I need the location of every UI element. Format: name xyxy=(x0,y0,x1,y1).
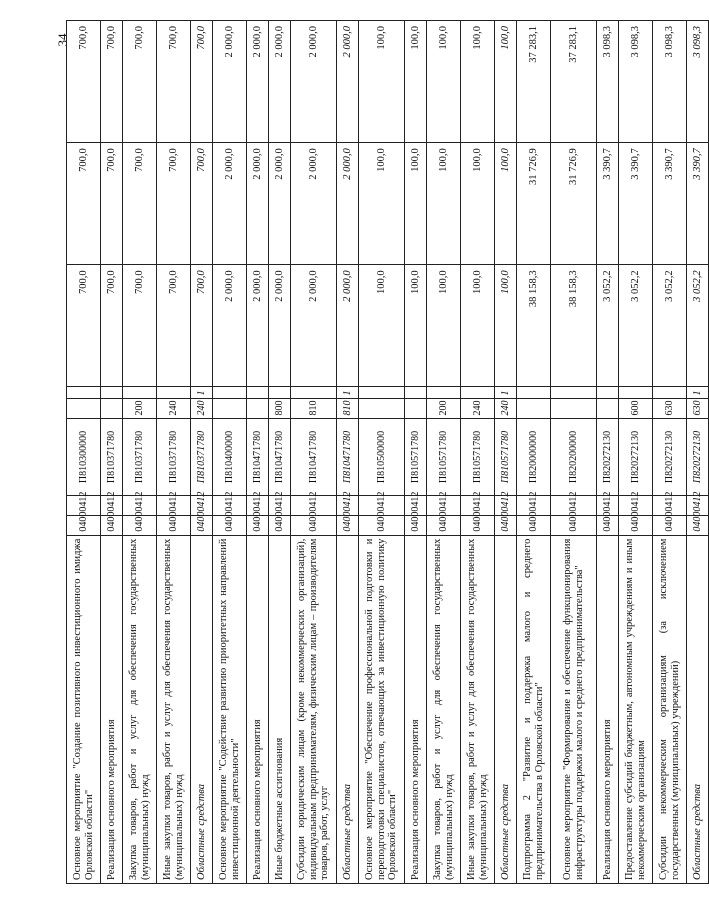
row-name-cell: Областные средства xyxy=(191,535,213,883)
row-name-cell: Иные закупки товаров, работ и услуг для обеспечения государственных (муниципальных) нужд xyxy=(461,535,495,883)
table-row xyxy=(213,21,247,884)
row-name-cell: Субсидии юридическим лицам (кроме некоммерческих организаций), индивидуальным предпринимателям, физическим лицам – производителям товаров, работ, услуг xyxy=(291,535,337,883)
row-vr-cell: 630 xyxy=(653,399,687,419)
row-value-3-cell: 100,0 xyxy=(427,21,461,143)
row-value-3-cell: 3 098,3 xyxy=(653,21,687,143)
row-value-1-cell: 2 000,0 xyxy=(213,265,247,387)
row-rz-cell: 0412 xyxy=(123,495,157,515)
row-value-2-cell: 700,0 xyxy=(157,143,191,265)
row-value-2-cell: 2 000,0 xyxy=(291,143,337,265)
row-value-2-cell: 2 000,0 xyxy=(213,143,247,265)
rotated-table-container xyxy=(66,20,703,884)
row-value-2-cell: 100,0 xyxy=(359,143,405,265)
row-csr-cell: П810571780 xyxy=(427,419,461,495)
row-kosgu-cell: 1 xyxy=(495,387,517,399)
row-name-cell: Областные средства xyxy=(337,535,359,883)
row-value-1-cell: 100,0 xyxy=(461,265,495,387)
row-g-cell: 0400 xyxy=(191,515,213,535)
row-vr-cell xyxy=(597,399,619,419)
row-g-cell: 0400 xyxy=(495,515,517,535)
row-vr-cell: 240 xyxy=(157,399,191,419)
row-g-cell: 0400 xyxy=(551,515,597,535)
row-g-cell: 0400 xyxy=(653,515,687,535)
row-csr-cell: П820272130 xyxy=(687,419,709,495)
row-vr-cell xyxy=(359,399,405,419)
row-kosgu-cell: 1 xyxy=(337,387,359,399)
row-kosgu-cell xyxy=(597,387,619,399)
row-name-cell: Подпрограмма 2 "Развитие и поддержка малого и среднего предпринимательства в Орловской области" xyxy=(517,535,551,883)
row-name-cell: Областные средства xyxy=(495,535,517,883)
row-value-1-cell: 3 052,2 xyxy=(597,265,619,387)
row-rz-cell: 0412 xyxy=(157,495,191,515)
row-kosgu-cell xyxy=(291,387,337,399)
row-value-3-cell: 37 283,1 xyxy=(551,21,597,143)
row-value-3-cell: 100,0 xyxy=(495,21,517,143)
row-value-3-cell: 3 098,3 xyxy=(619,21,653,143)
row-csr-cell: П810300000 xyxy=(67,419,101,495)
row-g-cell: 0400 xyxy=(269,515,291,535)
row-kosgu-cell xyxy=(427,387,461,399)
row-value-3-cell: 700,0 xyxy=(157,21,191,143)
table-row xyxy=(123,21,157,884)
row-value-3-cell: 2 000,0 xyxy=(269,21,291,143)
table-row xyxy=(517,21,551,884)
row-name-cell: Основное мероприятие "Формирование и обеспечение функционирования инфраструктуры поддержки малого и среднего предпринимательства" xyxy=(551,535,597,883)
table-row xyxy=(551,21,597,884)
row-value-1-cell: 2 000,0 xyxy=(269,265,291,387)
row-kosgu-cell: 1 xyxy=(191,387,213,399)
row-rz-cell: 0412 xyxy=(495,495,517,515)
row-value-2-cell: 100,0 xyxy=(461,143,495,265)
row-kosgu-cell xyxy=(213,387,247,399)
row-value-1-cell: 3 052,2 xyxy=(619,265,653,387)
row-name-cell: Реализация основного мероприятия xyxy=(247,535,269,883)
row-csr-cell: П810371780 xyxy=(157,419,191,495)
row-value-1-cell: 700,0 xyxy=(157,265,191,387)
row-value-3-cell: 2 000,0 xyxy=(213,21,247,143)
table-row xyxy=(495,21,517,884)
row-value-1-cell: 100,0 xyxy=(427,265,461,387)
row-kosgu-cell: 1 xyxy=(687,387,709,399)
table-row xyxy=(653,21,687,884)
row-name-cell: Иные бюджетные ассигнования xyxy=(269,535,291,883)
row-rz-cell: 0412 xyxy=(653,495,687,515)
table-row xyxy=(191,21,213,884)
row-csr-cell: П820272130 xyxy=(619,419,653,495)
table-body xyxy=(67,21,709,884)
row-value-1-cell: 700,0 xyxy=(67,265,101,387)
row-vr-cell: 810 xyxy=(337,399,359,419)
row-csr-cell: П810471780 xyxy=(337,419,359,495)
row-kosgu-cell xyxy=(101,387,123,399)
budget-table xyxy=(66,20,709,884)
row-vr-cell: 240 xyxy=(191,399,213,419)
row-g-cell: 0400 xyxy=(157,515,191,535)
row-name-cell: Областные средства xyxy=(687,535,709,883)
row-rz-cell: 0412 xyxy=(247,495,269,515)
row-vr-cell: 800 xyxy=(269,399,291,419)
row-rz-cell: 0412 xyxy=(551,495,597,515)
row-value-1-cell: 3 052,2 xyxy=(687,265,709,387)
row-kosgu-cell xyxy=(247,387,269,399)
table-row xyxy=(597,21,619,884)
row-vr-cell xyxy=(517,399,551,419)
row-g-cell: 0400 xyxy=(517,515,551,535)
row-value-3-cell: 100,0 xyxy=(405,21,427,143)
row-csr-cell: П810371780 xyxy=(123,419,157,495)
table-row xyxy=(269,21,291,884)
row-rz-cell: 0412 xyxy=(687,495,709,515)
row-vr-cell xyxy=(67,399,101,419)
row-csr-cell: П810571780 xyxy=(405,419,427,495)
row-vr-cell: 200 xyxy=(427,399,461,419)
row-value-2-cell: 3 390,7 xyxy=(653,143,687,265)
row-csr-cell: П820000000 xyxy=(517,419,551,495)
row-kosgu-cell xyxy=(551,387,597,399)
row-value-3-cell: 2 000,0 xyxy=(291,21,337,143)
row-value-2-cell: 700,0 xyxy=(123,143,157,265)
row-g-cell: 0400 xyxy=(359,515,405,535)
row-name-cell: Основное мероприятие "Содействие развитию приоритетных направлений инвестиционной деятельности" xyxy=(213,535,247,883)
row-g-cell: 0400 xyxy=(461,515,495,535)
row-value-3-cell: 100,0 xyxy=(359,21,405,143)
row-csr-cell: П820272130 xyxy=(597,419,619,495)
row-rz-cell: 0412 xyxy=(191,495,213,515)
row-value-3-cell: 3 098,3 xyxy=(687,21,709,143)
row-csr-cell: П810371780 xyxy=(101,419,123,495)
row-vr-cell xyxy=(405,399,427,419)
row-g-cell: 0400 xyxy=(337,515,359,535)
row-value-2-cell: 100,0 xyxy=(427,143,461,265)
row-g-cell: 0400 xyxy=(123,515,157,535)
row-value-2-cell: 100,0 xyxy=(495,143,517,265)
row-csr-cell: П810400000 xyxy=(213,419,247,495)
row-rz-cell: 0412 xyxy=(597,495,619,515)
row-g-cell: 0400 xyxy=(597,515,619,535)
row-rz-cell: 0412 xyxy=(359,495,405,515)
row-name-cell: Иные закупки товаров, работ и услуг для обеспечения государственных (муниципальных) нужд xyxy=(157,535,191,883)
row-vr-cell: 600 xyxy=(619,399,653,419)
row-kosgu-cell xyxy=(359,387,405,399)
row-rz-cell: 0412 xyxy=(461,495,495,515)
row-vr-cell: 630 xyxy=(687,399,709,419)
row-kosgu-cell xyxy=(653,387,687,399)
row-value-3-cell: 700,0 xyxy=(101,21,123,143)
table-row xyxy=(687,21,709,884)
row-vr-cell xyxy=(247,399,269,419)
row-rz-cell: 0412 xyxy=(619,495,653,515)
row-csr-cell: П810471780 xyxy=(291,419,337,495)
row-name-cell: Основное мероприятие "Создание позитивного инвестиционного имиджа Орловской области" xyxy=(67,535,101,883)
row-csr-cell: П810371780 xyxy=(191,419,213,495)
table-row xyxy=(427,21,461,884)
row-rz-cell: 0412 xyxy=(101,495,123,515)
row-rz-cell: 0412 xyxy=(67,495,101,515)
row-csr-cell: П820200000 xyxy=(551,419,597,495)
row-kosgu-cell xyxy=(269,387,291,399)
row-kosgu-cell xyxy=(67,387,101,399)
row-g-cell: 0400 xyxy=(67,515,101,535)
row-value-3-cell: 2 000,0 xyxy=(247,21,269,143)
row-value-1-cell: 2 000,0 xyxy=(247,265,269,387)
row-value-3-cell: 700,0 xyxy=(67,21,101,143)
row-value-2-cell: 31 726,9 xyxy=(517,143,551,265)
table-row xyxy=(67,21,101,884)
row-g-cell: 0400 xyxy=(687,515,709,535)
row-value-1-cell: 700,0 xyxy=(101,265,123,387)
row-csr-cell: П810471780 xyxy=(269,419,291,495)
row-vr-cell: 240 xyxy=(461,399,495,419)
row-value-1-cell: 700,0 xyxy=(191,265,213,387)
row-rz-cell: 0412 xyxy=(405,495,427,515)
row-g-cell: 0400 xyxy=(427,515,461,535)
row-value-2-cell: 100,0 xyxy=(405,143,427,265)
row-name-cell: Предоставление субсидий бюджетным, автономным учреждениям и иным некоммерческим организациям xyxy=(619,535,653,883)
row-kosgu-cell xyxy=(619,387,653,399)
row-value-2-cell: 3 390,7 xyxy=(619,143,653,265)
row-csr-cell: П810471780 xyxy=(247,419,269,495)
row-kosgu-cell xyxy=(405,387,427,399)
row-rz-cell: 0412 xyxy=(213,495,247,515)
row-g-cell: 0400 xyxy=(619,515,653,535)
row-value-1-cell: 100,0 xyxy=(405,265,427,387)
row-vr-cell: 810 xyxy=(291,399,337,419)
row-value-3-cell: 2 000,0 xyxy=(337,21,359,143)
row-name-cell: Субсидии некоммерческим организациям (за исключением государственных (муниципальных) учреждений) xyxy=(653,535,687,883)
row-value-2-cell: 3 390,7 xyxy=(597,143,619,265)
row-vr-cell xyxy=(101,399,123,419)
table-row xyxy=(291,21,337,884)
table-row xyxy=(619,21,653,884)
row-kosgu-cell xyxy=(123,387,157,399)
row-kosgu-cell xyxy=(461,387,495,399)
row-value-3-cell: 700,0 xyxy=(191,21,213,143)
row-value-3-cell: 100,0 xyxy=(461,21,495,143)
row-name-cell: Реализация основного мероприятия xyxy=(597,535,619,883)
row-g-cell: 0400 xyxy=(213,515,247,535)
table-row xyxy=(101,21,123,884)
row-value-1-cell: 700,0 xyxy=(123,265,157,387)
row-value-2-cell: 2 000,0 xyxy=(269,143,291,265)
row-value-1-cell: 100,0 xyxy=(359,265,405,387)
row-name-cell: Реализация основного мероприятия xyxy=(101,535,123,883)
row-rz-cell: 0412 xyxy=(269,495,291,515)
page-number: 34 xyxy=(55,33,70,47)
row-value-1-cell: 2 000,0 xyxy=(337,265,359,387)
row-vr-cell: 240 xyxy=(495,399,517,419)
row-value-2-cell: 700,0 xyxy=(67,143,101,265)
row-value-1-cell: 2 000,0 xyxy=(291,265,337,387)
row-value-3-cell: 37 283,1 xyxy=(517,21,551,143)
row-value-2-cell: 700,0 xyxy=(101,143,123,265)
row-value-2-cell: 31 726,9 xyxy=(551,143,597,265)
row-value-2-cell: 700,0 xyxy=(191,143,213,265)
table-row xyxy=(157,21,191,884)
row-g-cell: 0400 xyxy=(247,515,269,535)
row-kosgu-cell xyxy=(517,387,551,399)
table-row xyxy=(461,21,495,884)
row-value-1-cell: 100,0 xyxy=(495,265,517,387)
row-rz-cell: 0412 xyxy=(427,495,461,515)
table-row xyxy=(247,21,269,884)
row-kosgu-cell xyxy=(157,387,191,399)
row-rz-cell: 0412 xyxy=(291,495,337,515)
row-value-1-cell: 38 158,3 xyxy=(517,265,551,387)
row-g-cell: 0400 xyxy=(405,515,427,535)
row-rz-cell: 0412 xyxy=(517,495,551,515)
row-value-2-cell: 2 000,0 xyxy=(247,143,269,265)
row-csr-cell: П810571780 xyxy=(495,419,517,495)
row-vr-cell xyxy=(213,399,247,419)
table-row xyxy=(405,21,427,884)
row-g-cell: 0400 xyxy=(291,515,337,535)
row-value-2-cell: 2 000,0 xyxy=(337,143,359,265)
row-name-cell: Закупка товаров, работ и услуг для обеспечения государственных (муниципальных) нужд xyxy=(123,535,157,883)
row-vr-cell xyxy=(551,399,597,419)
row-value-2-cell: 3 390,7 xyxy=(687,143,709,265)
row-vr-cell: 200 xyxy=(123,399,157,419)
row-name-cell: Закупка товаров, работ и услуг для обеспечения государственных (муниципальных) нужд xyxy=(427,535,461,883)
row-name-cell: Реализация основного мероприятия xyxy=(405,535,427,883)
row-rz-cell: 0412 xyxy=(337,495,359,515)
row-value-1-cell: 38 158,3 xyxy=(551,265,597,387)
table-row xyxy=(359,21,405,884)
row-value-3-cell: 700,0 xyxy=(123,21,157,143)
row-value-1-cell: 3 052,2 xyxy=(653,265,687,387)
row-name-cell: Основное мероприятие "Обеспечение профессиональной подготовки и переподготовки специалистов, отвечающих за инвестиционную политику Орловской области" xyxy=(359,535,405,883)
row-csr-cell: П810571780 xyxy=(461,419,495,495)
row-value-3-cell: 3 098,3 xyxy=(597,21,619,143)
row-csr-cell: П810500000 xyxy=(359,419,405,495)
table-row xyxy=(337,21,359,884)
row-g-cell: 0400 xyxy=(101,515,123,535)
row-csr-cell: П820272130 xyxy=(653,419,687,495)
